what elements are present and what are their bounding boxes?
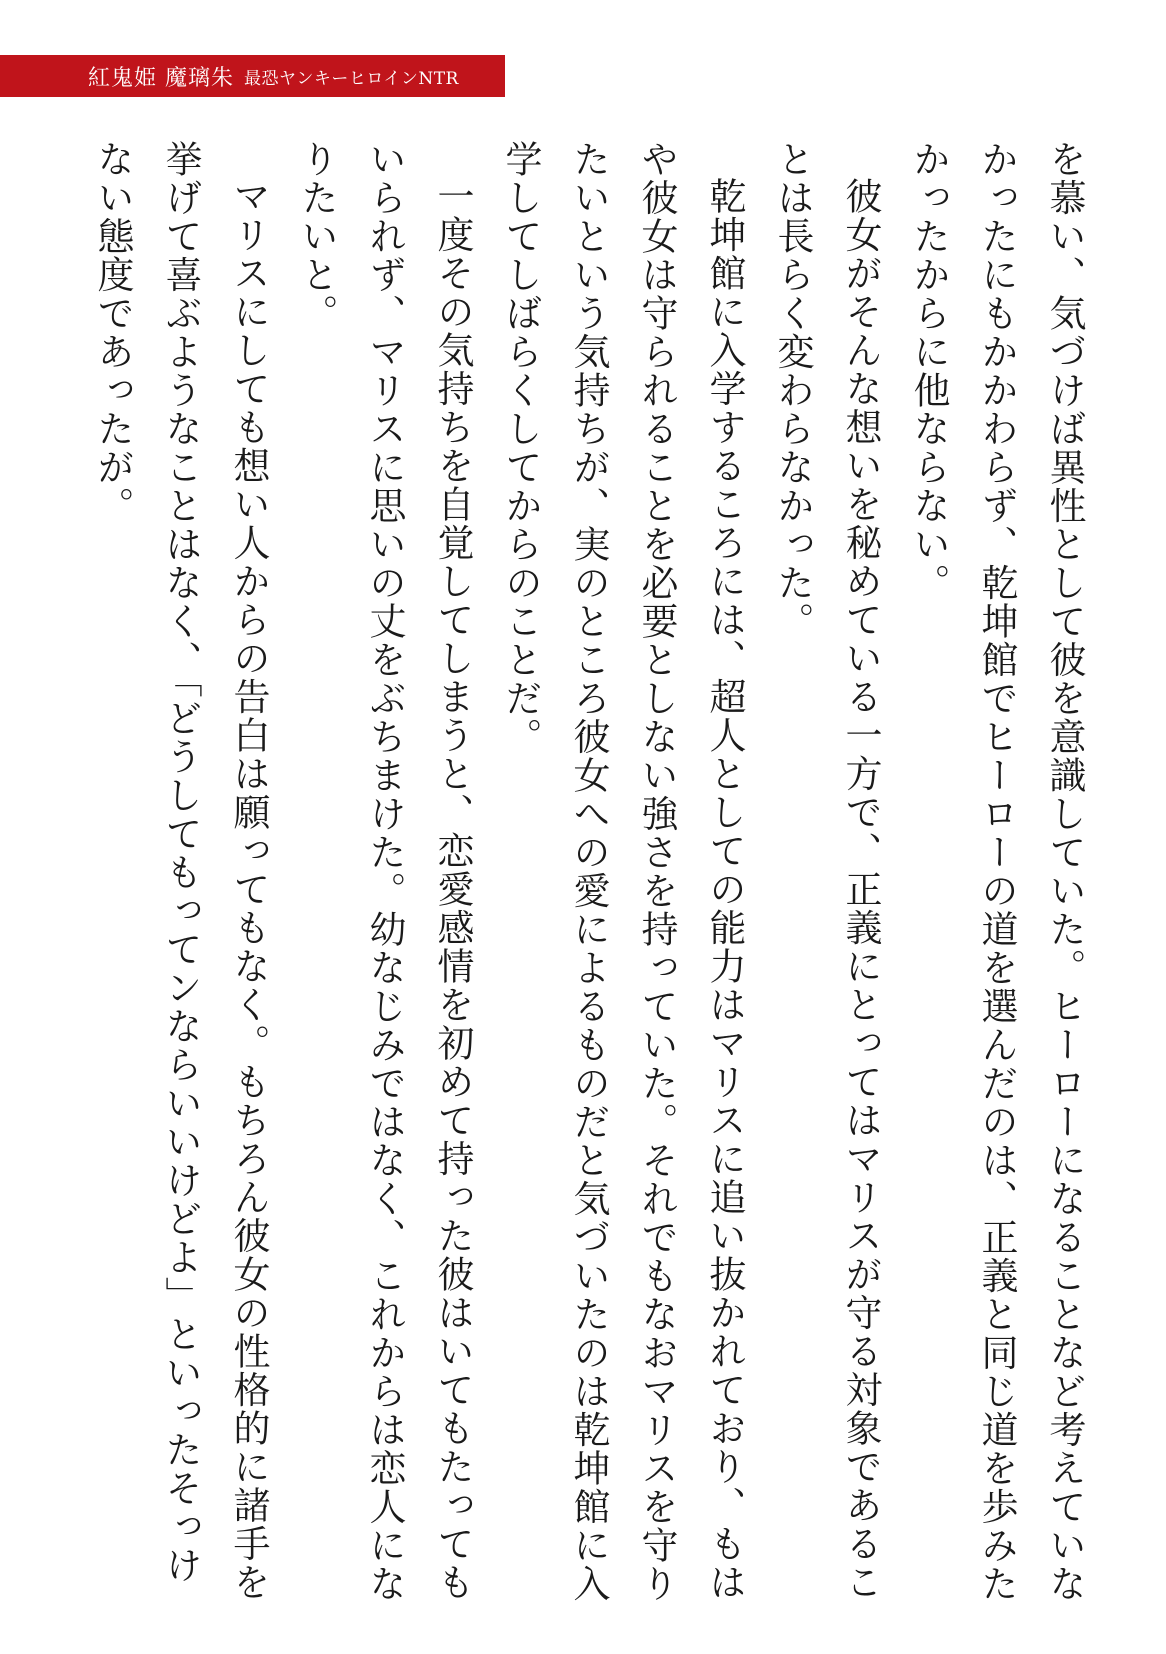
header-title: 紅鬼姫 魔璃朱 [88, 65, 234, 91]
paragraph: 乾坤館に入学するころには、超人としての能力はマリスに追い抜かれており、もはや彼女は守られることを必要としない強さを持っていた。それでもなおマリスを守りたいという気持ちが、実のところ彼女への愛によるものだと気づいたのは乾坤館に入学してしばらくしてからのことだ。 [499, 140, 746, 1603]
header-subtitle: 最恐ヤンキーヒロインNTR [244, 68, 459, 89]
paragraph: 彼女がそんな想いを秘めている一方で、正義にとってはマリスが守る対象であることは長らく変わらなかった。 [771, 140, 882, 1602]
paragraph: を慕い、気づけば異性として彼を意識していた。ヒーローになることなど考えていなかったにもかかわらず、乾坤館でヒーローの道を選んだのは、正義と同じ道を歩みたかったからに他ならない。 [907, 140, 1086, 1603]
body-text [78, 140, 1098, 1620]
paragraph: 一度その気持ちを自覚してしまうと、恋愛感情を初めて持った彼はいてもたってもいられず、マリスに思いの丈をぶちまけた。幼なじみではなく、これからは恋人になりたいと。 [295, 140, 474, 1603]
header-bar [0, 55, 505, 97]
paragraph: マリスにしても想い人からの告白は願ってもなく。もちろん彼女の性格的に諸手を挙げて喜ぶようなことはなく、「どうしてもってンならいいけどよ」といったそっけない態度であったが。 [91, 140, 270, 1602]
